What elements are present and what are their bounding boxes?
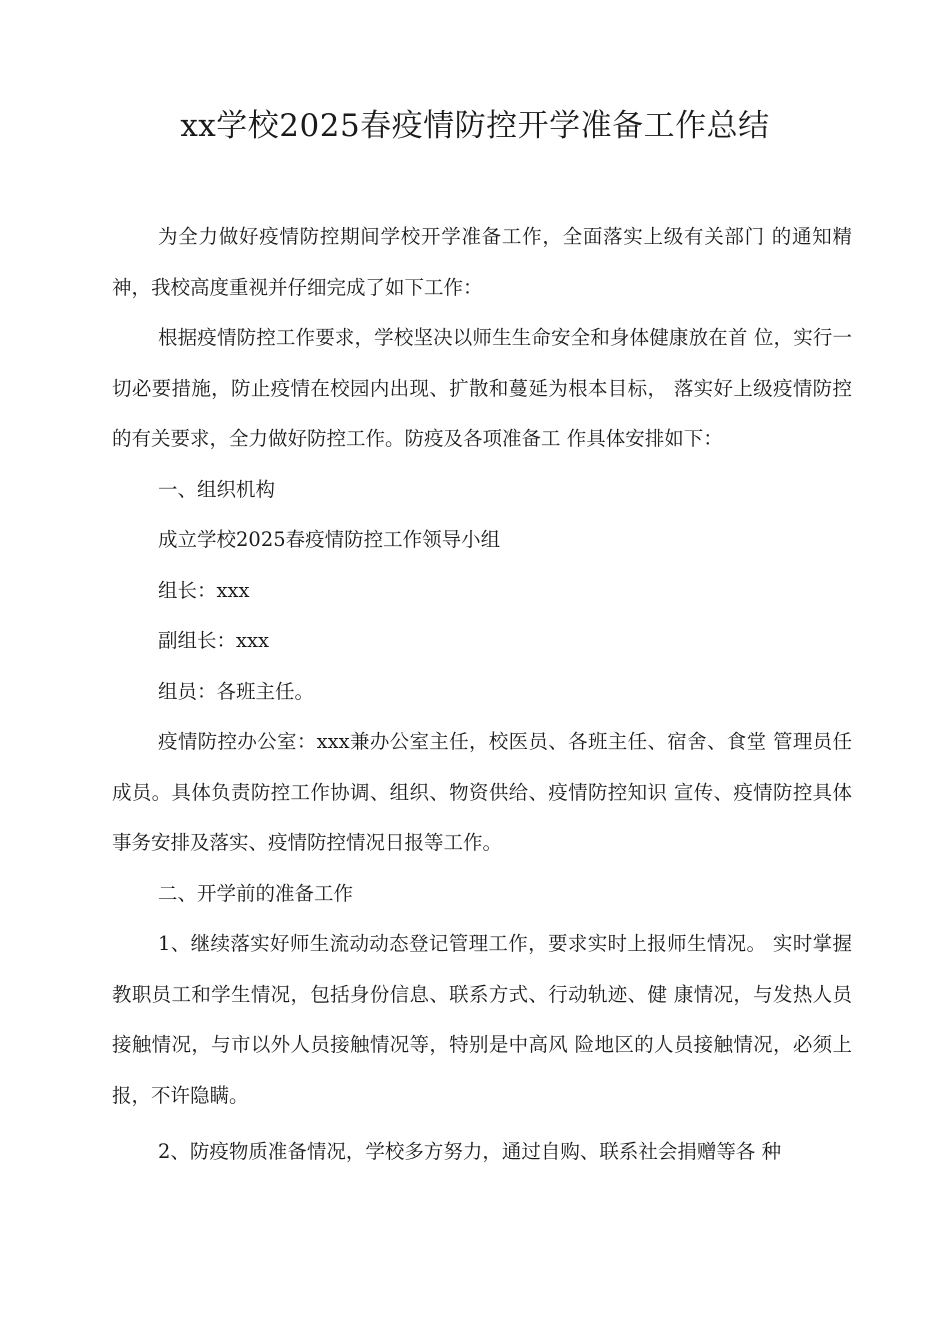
paragraph-group-leader: 组长：xxx bbox=[158, 578, 250, 602]
document-body bbox=[112, 212, 852, 1178]
paragraph-requirements: 根据疫情防控工作要求，学校坚决以师生生命安全和身体健康放在首 位，实行一切必要措施，防止疫情在校园内出现、扩散和蔓延为根本目标， 落实好上级疫情防控的有关要求，全力做好防控工作。防疫及各项准备工 作具体安排如下： bbox=[112, 326, 852, 450]
document-title: xx学校2025春疫情防控开学准备工作总结 bbox=[180, 108, 770, 144]
paragraph-intro: 为全力做好疫情防控期间学校开学准备工作，全面落实上级有关部门 的通知精神，我校高度重视并仔细完成了如下工作： bbox=[112, 225, 852, 299]
paragraph-item-1: 1、继续落实好师生流动动态登记管理工作，要求实时上报师生情况。 实时掌握教职员工和学生情况，包括身份信息、联系方式、行动轨迹、健 康情况，与发热人员接触情况，与市以外人员接触情况等，特别是中高风 险地区的人员接触情况，必须上报，不许隐瞒。 bbox=[112, 932, 852, 1107]
paragraph-deputy-leader: 副组长：xxx bbox=[158, 629, 269, 652]
paragraph-office: 疫情防控办公室：xxx兼办公室主任，校医员、各班主任、宿舍、食堂 管理员任成员。具体负责防控工作协调、组织、物资供给、疫情防控知识 宣传、疫情防控具体事务安排及落实、疫情防控情况日报等工作。 bbox=[112, 730, 852, 854]
heading-preparation: 二、开学前的准备工作 bbox=[158, 881, 354, 905]
paragraph-members: 组员：各班主任。 bbox=[158, 679, 315, 703]
paragraph-item-2: 2、防疫物质准备情况，学校多方努力，通过自购、联系社会捐赠等各 种 bbox=[158, 1140, 782, 1163]
paragraph-leading-group: 成立学校2025春疫情防控工作领导小组 bbox=[158, 528, 501, 551]
heading-organization: 一、组织机构 bbox=[158, 477, 276, 501]
